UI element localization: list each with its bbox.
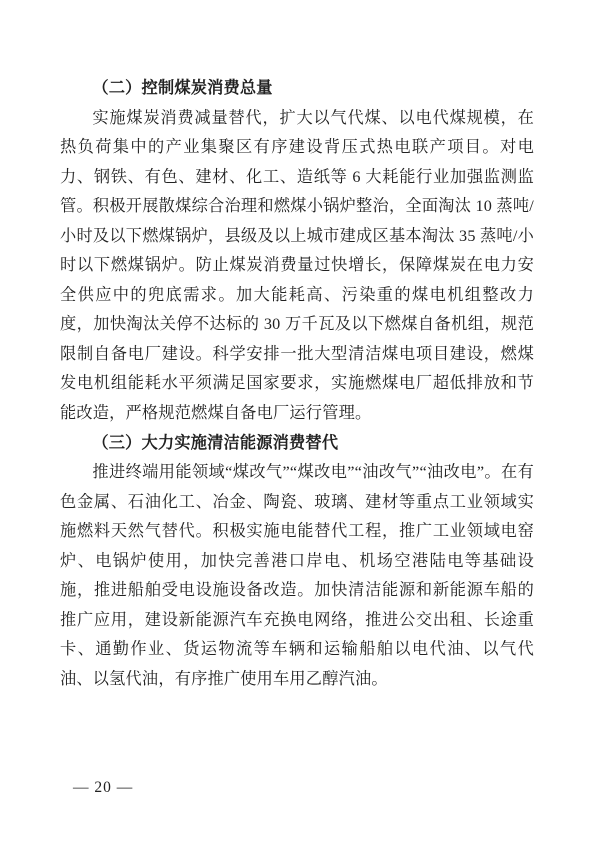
section-heading-coal-consumption-control: （二）控制煤炭消费总量 [92,79,273,97]
paragraph-clean-energy-substitution: 推进终端用能领域“煤改气”“煤改电”“油改气”“油改电”。在有色金属、石油化工、冶金、陶瓷、玻璃、建材等重点工业领域实施燃料天然气替代。积极实施电能替代工程，推广工业领域电窑炉、电锅炉使用，加快完善港口岸电、机场空港陆电等基础设施，推进船舶受电设施设备改造。加快清洁能源和新能源车船的推广应用，建设新能源汽车充换电网络，推进公交出租、长途重卡、通勤作业、货运物流等车辆和运输船舶以电代油、以气代油、以氢代油，有序推广使用车用乙醇汽油。 [60,463,534,688]
page-number: — 20 — [73,779,134,796]
section-heading-clean-energy-substitution: （三）大力实施清洁能源消费替代 [92,433,339,452]
paragraph-coal-consumption-control: 实施煤炭消费减量替代，扩大以气代煤、以电代煤规模，在热负荷集中的产业集聚区有序建设背压式热电联产项目。对电力、钢铁、有色、建材、化工、造纸等 6 大耗能行业加强监测监管。积极开展散煤综合治理和燃煤小锅炉整治，全面淘汰 10 蒸吨/小时及以下燃煤锅炉，县级及以上城市建成区基本淘汰 35 蒸吨/小时以下燃煤锅炉。防止煤炭消费量过快增长，保障煤炭在电力安全供应中的兜底需求。加大能耗高、污染重的煤电机组整改力度，加快淘汰关停不达标的 30 万千瓦及以下燃煤自备机组，规范限制自备电厂建设。科学安排一批大型清洁煤电项目建设，燃煤发电机组能耗水平须满足国家要求，实施燃煤电厂超低排放和节能改造，严格规范燃煤自备电厂运行管理。 [60,108,534,423]
document-body [60,74,534,694]
